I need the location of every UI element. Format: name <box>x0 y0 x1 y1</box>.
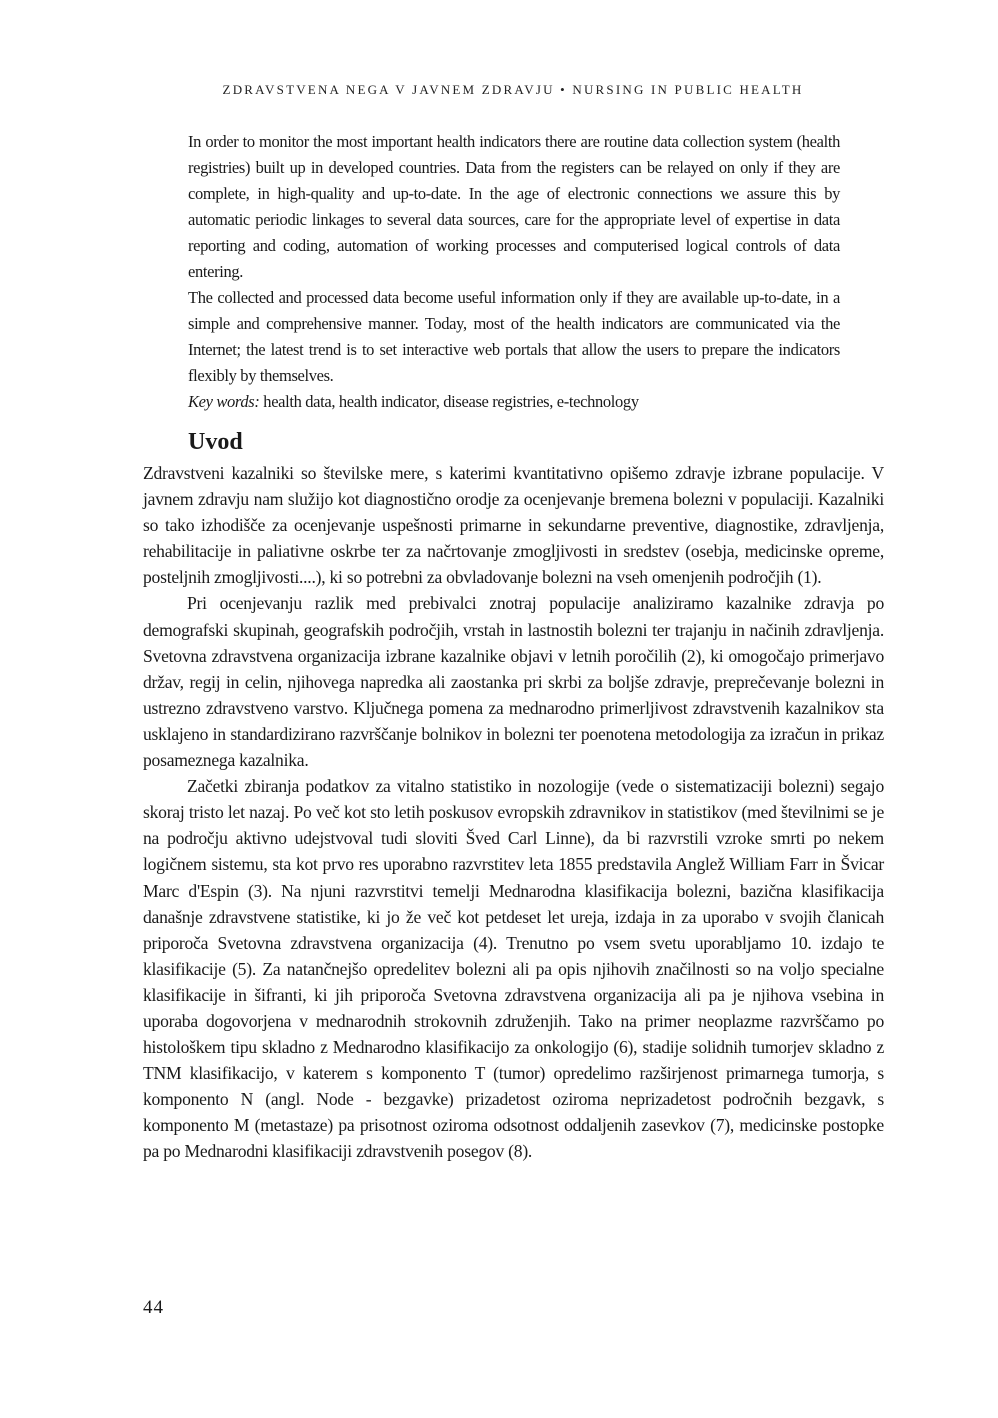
keywords-text: health data, health indicator, disease registries, e-technology <box>259 392 639 411</box>
body-paragraph: Zdravstveni kazalniki so številske mere, s katerimi kvantitativno opišemo zdravje izbrane populacije. V javnem zdravju nam služijo kot diagnostično orodje za ocenjevanje bremena bolezni v populaciji. Kazalniki so tako izhodišče za ocenjevanje uspešnosti primarne in sekundarne preventive, diagnostike, zdravljenja, rehabilitacije in paliativne oskrbe ter za načrtovanje zmogljivosti in sredstev (osebja, medicinske opreme, posteljnih zmogljivosti....), ki so potrebni za obvladovanje bolezni na vseh omenjenih področjih (1). <box>143 463 884 588</box>
running-header: ZDRAVSTVENA NEGA V JAVNEM ZDRAVJU • NURSING IN PUBLIC HEALTH <box>222 82 804 97</box>
abstract <box>188 129 840 415</box>
keywords <box>188 389 840 415</box>
body-text <box>143 460 884 1165</box>
body-paragraph: Začetki zbiranja podatkov za vitalno statistiko in nozologije (vede o sistematizaciji bolezni) segajo skoraj tristo let nazaj. Po več kot sto letih poskusov evropskih zdravnikov in statistikov (med številnimi se je na področju aktivno udejstvoval tudi sloviti Šved Carl Linne), da bi razvrstili vzroke smrti po nekem logičnem sistemu, sta kot prvo res uporabno razvrstitev leta 1855 predstavila Anglež William Farr in Švicar Marc d'Espin (3). Na njuni razvrstitvi temelji Mednarodna klasifikacija bolezni, bazična klasifikacija današnje zdravstvene statistike, ki jo že več kot petdeset let ureja, izdaja in za uporabo v svojih članicah priporoča Svetovna zdravstvena organizacija (4). Trenutno po vsem svetu uporabljamo 10. izdajo te klasifikacije (5). Za natančnejšo opredelitev bolezni ali pa opis njihovih značilnosti so na voljo specialne klasifikacije in šifranti, ki jih priporoča Svetovna zdravstvena organizacija ali pa je njihova vsebina in uporaba dogovorjena v mednarodnih strokovnih združenjih. Tako na primer neoplazme razvrščamo po histološkem tipu skladno z Mednarodno klasifikacijo za onkologijo (6), stadije solidnih tumorjev skladno z TNM klasifikacijo, v katerem s komponento T (tumor) opredelimo razširjenost primarnega tumorja, s komponento N (angl. Node - bezgavke) prizadetost oziroma neprizadetost področnih bezgavk, s komponento M (metastaze) pa prisotnost oziroma odsotnost oddaljenih zasevkov (7), medicinske postopke pa po Mednarodni klasifikaciji zdravstvenih posegov (8). <box>143 776 884 1162</box>
abstract-paragraph: In order to monitor the most important health indicators there are routine data collection system (health registries) built up in developed countries. Data from the registers can be relayed on only if they are complete, in high-quality and up-to-date. In the age of electronic connections we assure this by automatic periodic linkages to several data sources, care for the appropriate level of expertise in data reporting and coding, automation of working processes and computerised logical controls of data entering. <box>188 132 840 281</box>
keywords-label: Key words: <box>188 392 260 411</box>
page-number: 44 <box>143 1297 164 1318</box>
body-paragraph: Pri ocenjevanju razlik med prebivalci znotraj populacije analiziramo kazalnike zdravja po demografski skupinah, geografskih področjih, vrstah in lastnostih bolezni ter trajanju in načinih zdravljenja. Svetovna zdravstvena organizacija izbrane kazalnike objavi v letnih poročilih (2), ki omogočajo primerjavo držav, regij in celin, njihovega napredka ali zaostanka pri skrbi za boljše zdravje, preprečevanje bolezni in ustrezno zdravstveno varstvo. Ključnega pomena za mednarodno primerljivost zdravstvenih kazalnikov sta usklajeno in standardizirano razvrščanje bolnikov in bolezni ter poenotena metodologija za izračun in prikaz posameznega kazalnika. <box>143 593 884 771</box>
section-heading: Uvod <box>188 429 243 455</box>
abstract-paragraph: The collected and processed data become useful information only if they are available up-to-date, in a simple and comprehensive manner. Today, most of the health indicators are communicated via the Internet; the latest trend is to set interactive web portals that allow the users to prepare the indicators flexibly by themselves. <box>188 288 840 385</box>
